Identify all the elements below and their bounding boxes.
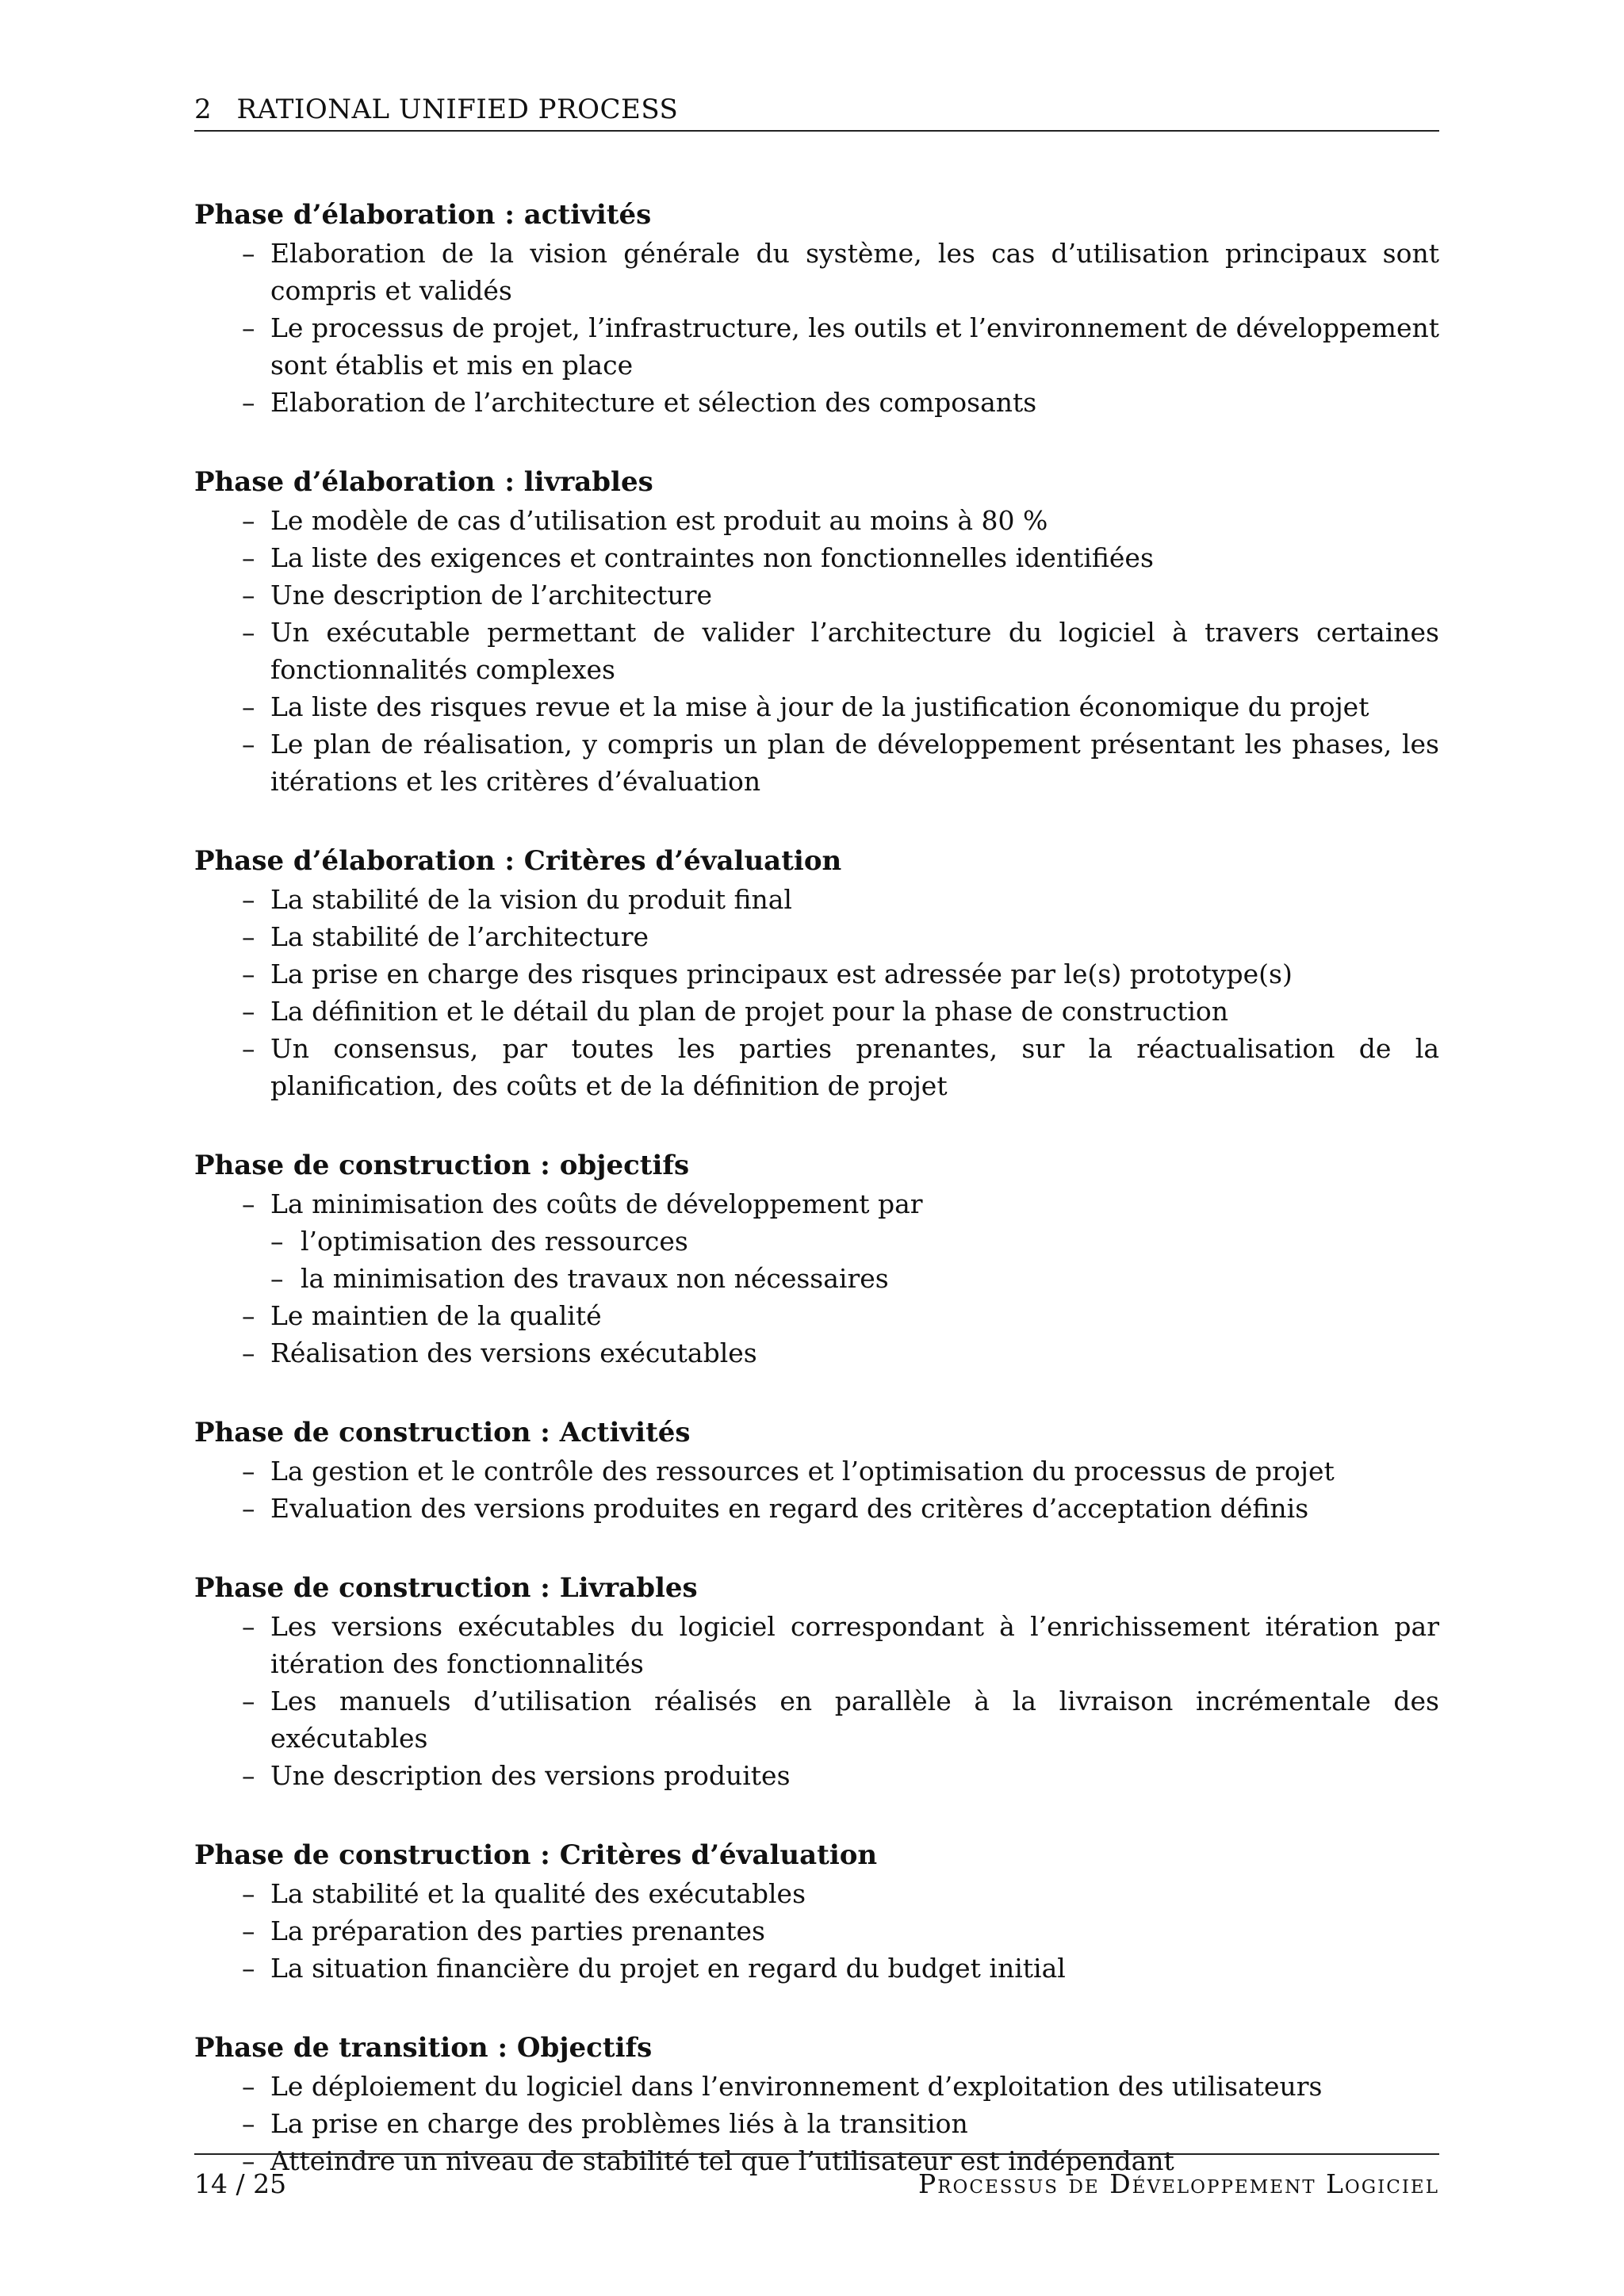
list-item-text: Un exécutable permettant de valider l’architecture du logiciel à travers certaines fonctionnalités complexes — [270, 617, 1439, 685]
dash-bullet: – — [242, 580, 255, 610]
sub-list — [270, 1223, 1439, 1297]
list-item-text: Evaluation des versions produites en regard des critères d’acceptation définis — [270, 1493, 1309, 1524]
section-heading: Phase de construction : Critères d’évaluation — [194, 1839, 878, 1871]
list-item — [194, 1452, 1439, 1490]
list-item — [194, 309, 1439, 384]
page-number: 14 / 25 — [194, 2168, 287, 2199]
list-item — [194, 955, 1439, 993]
list-item — [194, 235, 1439, 309]
list-item — [194, 918, 1439, 955]
list-item-text: La préparation des parties prenantes — [270, 1915, 765, 1946]
dash-bullet: – — [242, 1188, 255, 1219]
list-item-text: Le déploiement du logiciel dans l’environnement d’exploitation des utilisateurs — [270, 2071, 1323, 2102]
dash-bullet: – — [242, 505, 255, 536]
list-item — [194, 1682, 1439, 1757]
bullet-list — [194, 235, 1439, 421]
dash-bullet: – — [242, 996, 255, 1027]
list-item — [194, 1950, 1439, 1987]
chapter-number: 2 — [194, 94, 213, 125]
list-item-text: Réalisation des versions exécutables — [270, 1337, 757, 1368]
list-item-text: La liste des exigences et contraintes non fonctionnelles identifiées — [270, 542, 1154, 573]
list-item-text: La prise en charge des risques principaux est adressée par le(s) prototype(s) — [270, 959, 1293, 989]
list-item — [194, 1912, 1439, 1950]
section — [194, 1835, 1439, 1987]
dash-bullet: – — [270, 1226, 284, 1257]
list-item — [194, 1334, 1439, 1372]
list-item-text: La stabilité de la vision du produit final — [270, 884, 792, 915]
list-item-text: Les manuels d’utilisation réalisés en parallèle à la livraison incrémentale des exécutables — [270, 1686, 1439, 1754]
dash-bullet: – — [242, 1493, 255, 1524]
bullet-list — [194, 1608, 1439, 1794]
list-item — [194, 1608, 1439, 1682]
list-item-text: La prise en charge des problèmes liés à la transition — [270, 2108, 968, 2139]
dash-bullet: – — [242, 387, 255, 418]
list-item — [194, 688, 1439, 725]
list-item-text: Elaboration de la vision générale du système, les cas d’utilisation principaux sont compris et validés — [270, 238, 1439, 306]
dash-bullet: – — [242, 959, 255, 989]
bullet-list — [194, 1185, 1439, 1372]
section-heading: Phase de construction : Activités — [194, 1417, 691, 1448]
dash-bullet: – — [242, 2108, 255, 2139]
document-title: Processus de Développement Logiciel — [917, 2168, 1439, 2199]
dash-bullet: – — [242, 1033, 255, 1064]
section-heading: Phase de construction : objectifs — [194, 1150, 690, 1181]
dash-bullet: – — [242, 691, 255, 722]
dash-bullet: – — [242, 617, 255, 648]
list-item-text: Les versions exécutables du logiciel correspondant à l’enrichissement itération par itération des fonctionnalités — [270, 1611, 1439, 1679]
list-item-text: La minimisation des coûts de développement par — [270, 1188, 923, 1219]
bullet-list — [194, 1875, 1439, 1987]
dash-bullet: – — [242, 2071, 255, 2102]
list-item — [194, 2068, 1439, 2105]
section-heading: Phase d’élaboration : Critères d’évaluation — [194, 845, 842, 877]
dash-bullet: – — [242, 1337, 255, 1368]
list-item — [194, 725, 1439, 800]
list-item — [194, 502, 1439, 539]
dash-bullet: – — [242, 1611, 255, 1642]
section-heading: Phase d’élaboration : livrables — [194, 466, 653, 498]
list-item-text: Une description des versions produites — [270, 1760, 791, 1791]
section — [194, 841, 1439, 1104]
dash-bullet: – — [242, 1456, 255, 1487]
section — [194, 195, 1439, 421]
list-item-text: Atteindre un niveau de stabilité tel que l’utilisateur est indépendant — [270, 2145, 1174, 2176]
dash-bullet: – — [242, 921, 255, 952]
section — [194, 1568, 1439, 1794]
list-item — [194, 881, 1439, 918]
dash-bullet: – — [242, 1686, 255, 1716]
list-item — [194, 539, 1439, 576]
section-heading: Phase de construction : Livrables — [194, 1572, 698, 1604]
list-item-text: La liste des risques revue et la mise à jour de la justification économique du projet — [270, 691, 1369, 722]
list-item-text: Le modèle de cas d’utilisation est produit au moins à 80 % — [270, 505, 1048, 536]
list-item-text: Le maintien de la qualité — [270, 1300, 602, 1331]
list-item-text: La gestion et le contrôle des ressources et l’optimisation du processus de projet — [270, 1456, 1335, 1487]
section-heading: Phase d’élaboration : activités — [194, 199, 652, 231]
dash-bullet: – — [242, 1953, 255, 1984]
list-item-text: La définition et le détail du plan de projet pour la phase de construction — [270, 996, 1229, 1027]
sub-list-item-text: l’optimisation des ressources — [301, 1226, 688, 1257]
sub-list-item-text: la minimisation des travaux non nécessaires — [301, 1263, 889, 1294]
sub-list-item — [270, 1223, 1439, 1260]
list-item — [194, 1757, 1439, 1794]
section — [194, 1413, 1439, 1527]
dash-bullet: – — [242, 1760, 255, 1791]
list-item — [194, 1875, 1439, 1912]
list-item-text: Le processus de projet, l’infrastructure, les outils et l’environnement de développement sont établis et mis en place — [270, 312, 1439, 381]
list-item — [194, 1030, 1439, 1104]
dash-bullet: – — [242, 312, 255, 343]
bullet-list — [194, 881, 1439, 1104]
list-item — [194, 1490, 1439, 1527]
bullet-list — [194, 502, 1439, 800]
list-item-text: Elaboration de l’architecture et sélection des composants — [270, 387, 1037, 418]
list-item-text: La situation financière du projet en regard du budget initial — [270, 1953, 1066, 1984]
list-item — [194, 576, 1439, 614]
dash-bullet: – — [242, 1915, 255, 1946]
list-item-text: La stabilité et la qualité des exécutables — [270, 1878, 806, 1909]
list-item — [194, 993, 1439, 1030]
list-item — [194, 614, 1439, 688]
dash-bullet: – — [270, 1263, 284, 1294]
page-header — [194, 89, 1439, 132]
list-item — [194, 2105, 1439, 2142]
dash-bullet: – — [242, 238, 255, 269]
list-item — [194, 384, 1439, 421]
list-item — [194, 1185, 1439, 1297]
section-heading: Phase de transition : Objectifs — [194, 2032, 653, 2064]
bullet-list — [194, 1452, 1439, 1527]
list-item-text: La stabilité de l’architecture — [270, 921, 649, 952]
list-item-text: Une description de l’architecture — [270, 580, 713, 610]
page-footer — [194, 2153, 1439, 2202]
dash-bullet: – — [242, 542, 255, 573]
section — [194, 462, 1439, 800]
list-item-text: Le plan de réalisation, y compris un plan de développement présentant les phases, les itérations et les critères d’évaluation — [270, 729, 1439, 797]
page-content — [194, 195, 1439, 2221]
dash-bullet: – — [242, 2145, 255, 2176]
dash-bullet: – — [242, 1300, 255, 1331]
dash-bullet: – — [242, 884, 255, 915]
dash-bullet: – — [242, 1878, 255, 1909]
section — [194, 1146, 1439, 1372]
sub-list-item — [270, 1260, 1439, 1297]
list-item — [194, 1297, 1439, 1334]
dash-bullet: – — [242, 729, 255, 760]
list-item-text: Un consensus, par toutes les parties prenantes, sur la réactualisation de la planification, des coûts et de la définition de projet — [270, 1033, 1439, 1101]
chapter-title: RATIONAL UNIFIED PROCESS — [236, 94, 679, 125]
